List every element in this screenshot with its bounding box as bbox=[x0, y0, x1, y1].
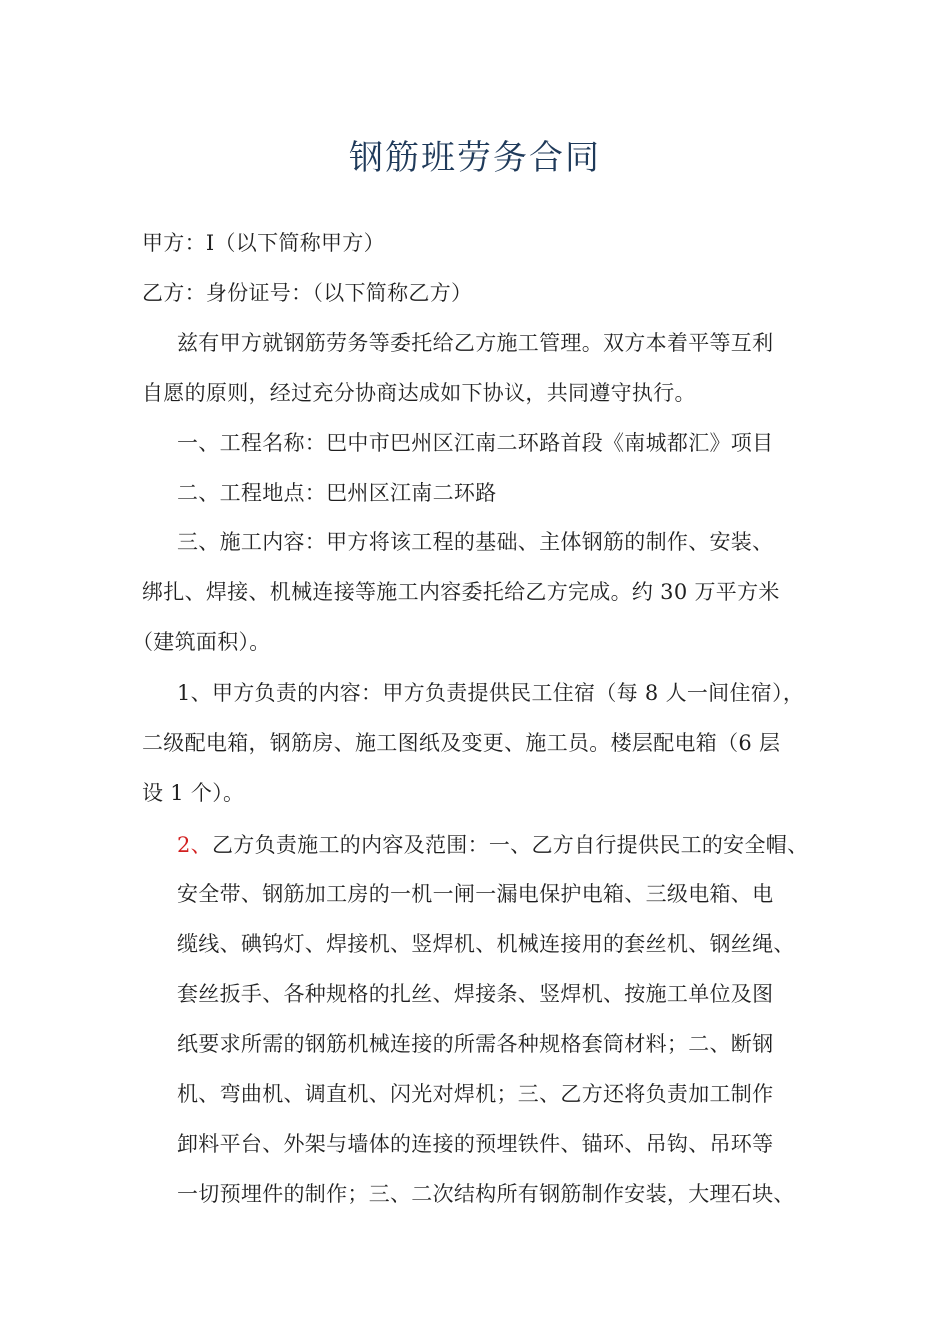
intro-line-1: 兹有甲方就钢筋劳务等委托给乙方施工管理。双方本着平等互利 bbox=[177, 331, 774, 355]
party-b-line: 乙方：身份证号：（以下简称乙方） bbox=[142, 281, 473, 305]
clause2-number: 2、 bbox=[177, 833, 212, 857]
clause2-line-8: 一切预埋件的制作；三、二次结构所有钢筋制作安装，大理石块、 bbox=[177, 1182, 795, 1206]
scope-line-1: 三、施工内容：甲方将该工程的基础、主体钢筋的制作、安装、 bbox=[177, 530, 774, 554]
clause2-line-7: 卸料平台、外架与墙体的连接的预埋铁件、锚环、吊钩、吊环等 bbox=[177, 1132, 774, 1156]
clause2-line-1 bbox=[177, 830, 808, 860]
clause2-line-5: 纸要求所需的钢筋机械连接的所需各种规格套筒材料；二、断钢 bbox=[177, 1032, 774, 1056]
party-a-line: 甲方：I（以下简称甲方） bbox=[142, 231, 385, 255]
clause2-line-4: 套丝扳手、各种规格的扎丝、焊接条、竖焊机、按施工单位及图 bbox=[177, 982, 774, 1006]
scope-line-2: 绑扎、焊接、机械连接等施工内容委托给乙方完成。约 30 万平方米 bbox=[142, 580, 780, 604]
clause1-line-1: 1、甲方负责的内容：甲方负责提供民工住宿（每 8 人一间住宿）， bbox=[177, 681, 805, 705]
clause2-line-3: 缆线、碘钨灯、焊接机、竖焊机、机械连接用的套丝机、钢丝绳、 bbox=[177, 932, 795, 956]
clause2-line-6: 机、弯曲机、调直机、闪光对焊机；三、乙方还将负责加工制作 bbox=[177, 1082, 774, 1106]
scope-line-3: （建筑面积）。 bbox=[132, 630, 271, 654]
intro-line-2: 自愿的原则，经过充分协商达成如下协议，共同遵守执行。 bbox=[142, 381, 696, 405]
clause2-text: 乙方负责施工的内容及范围：一、乙方自行提供民工的安全帽、 bbox=[211, 833, 809, 857]
clause1-line-3: 设 1 个）。 bbox=[142, 781, 245, 805]
document-title: 钢筋班劳务合同 bbox=[349, 138, 601, 178]
project-location-line: 二、工程地点：巴州区江南二环路 bbox=[177, 481, 497, 505]
clause1-line-2: 二级配电箱，钢筋房、施工图纸及变更、施工员。楼层配电箱（6 层 bbox=[142, 731, 781, 755]
clause2-line-2: 安全带、钢筋加工房的一机一闸一漏电保护电箱、三级电箱、电 bbox=[177, 882, 774, 906]
project-name-line: 一、工程名称：巴中市巴州区江南二环路首段《南城都汇》项目 bbox=[177, 431, 774, 455]
